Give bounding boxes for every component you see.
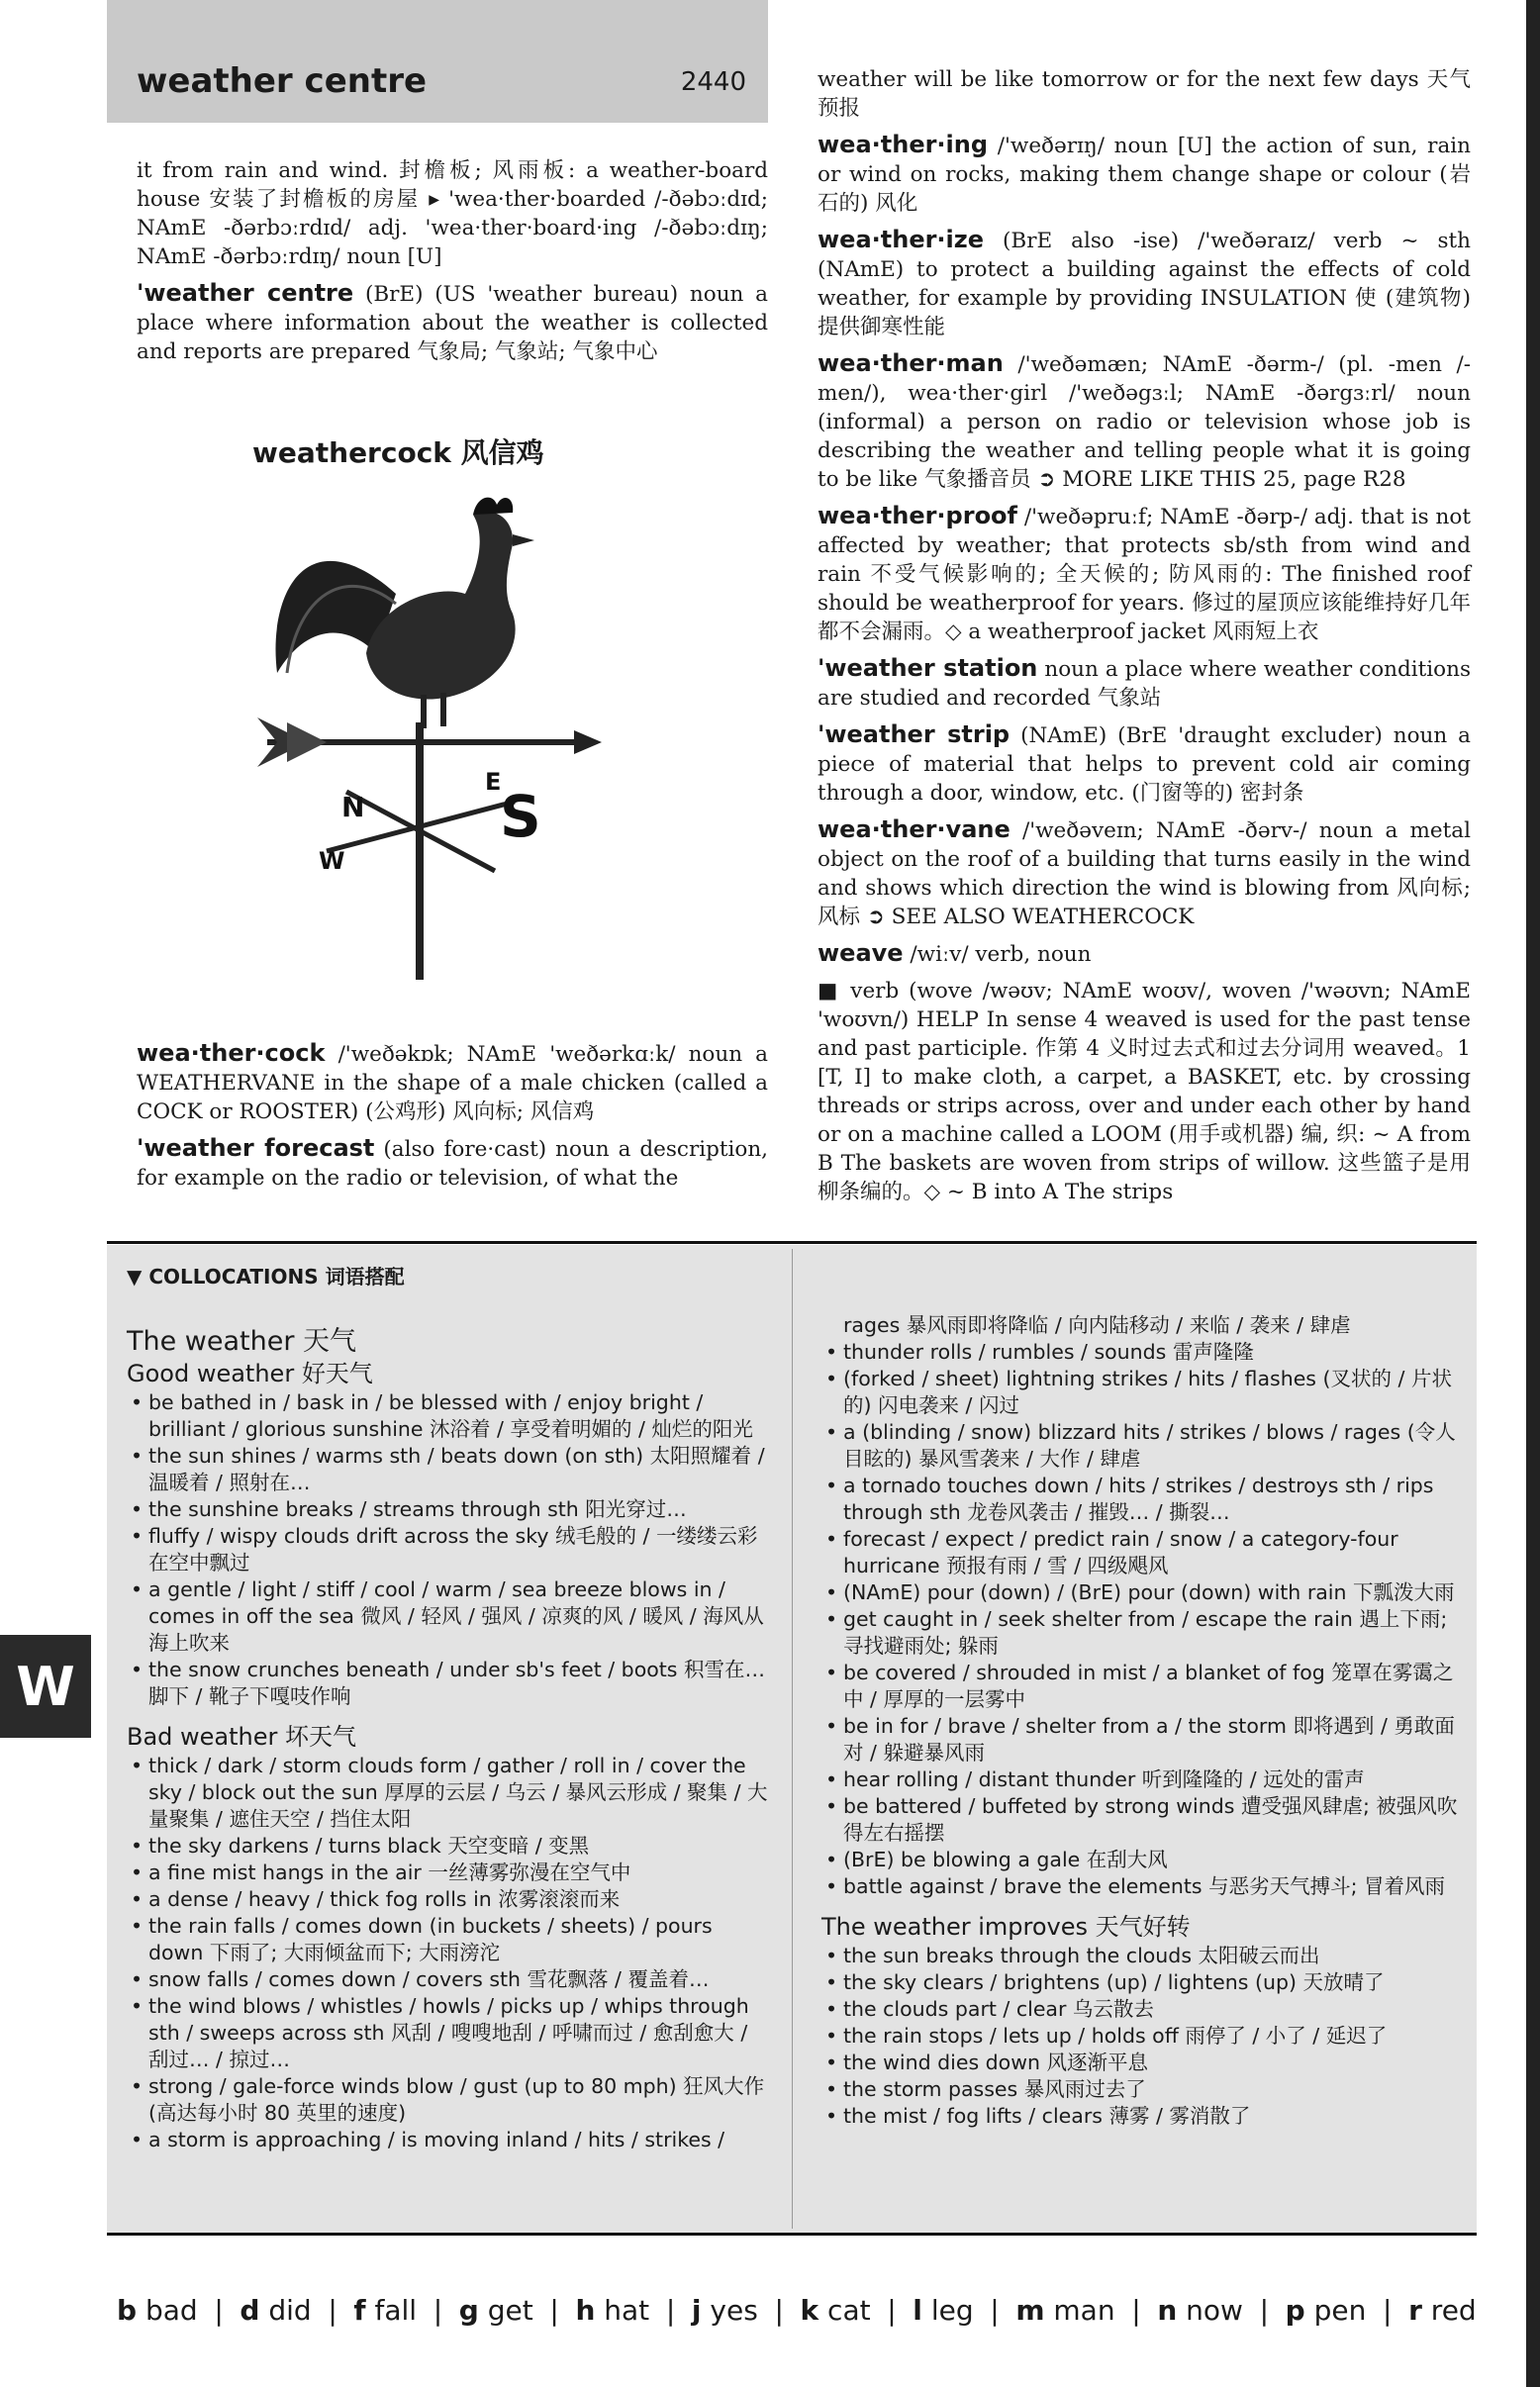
list-item: • (BrE) be blowing a gale 在刮大风 xyxy=(821,1847,1465,1873)
weathercock-illustration xyxy=(247,475,604,980)
svg-text:E: E xyxy=(485,768,502,796)
list-item: • hear rolling / distant thunder 听到隆隆的 / 远处的雷声 xyxy=(821,1766,1465,1793)
headword: wea·ther·man xyxy=(818,349,1004,377)
key-item: d did xyxy=(240,2294,312,2327)
key-item: k cat xyxy=(800,2294,871,2327)
key-item: f fall xyxy=(353,2294,418,2327)
definition: (BrE also -ise) /'weðəraɪz/ verb ~ sth (NAmE) to protect a building against the effects of cold weather, for example by providing INSULATION 使 (建筑物) 提供御寒性能 xyxy=(818,229,1472,339)
list-item: • a fine mist hangs in the air 一丝薄雾弥漫在空气中 xyxy=(127,1860,768,1886)
list-item: • the sunshine breaks / streams through sth 阳光穿过… xyxy=(127,1496,768,1523)
entry-weatherproof xyxy=(818,502,1471,646)
list-item: • (NAmE) pour (down) / (BrE) pour (down) with rain 下瓢泼大雨 xyxy=(821,1579,1465,1606)
entry-forecast-cont: weather will be like tomorrow or for the next few days 天气预报 xyxy=(818,67,1471,121)
list-item: • be battered / buffeted by strong winds 遭受强风肆虐; 被强风吹得左右摇摆 xyxy=(821,1793,1465,1847)
entry-weather-strip xyxy=(818,720,1471,808)
list-item: • the rain stops / lets up / holds off 雨停了 / 小了 / 延迟了 xyxy=(821,2023,1465,2050)
headword: 'weather centre xyxy=(137,279,354,307)
pronunciation-key: b bad | d did | f fall | g get | h hat | j yes | k cat | l leg | m man | n now | p pen | r red xyxy=(117,2294,1477,2327)
entry-weather-forecast xyxy=(137,1134,768,1193)
entry-weatherize xyxy=(818,226,1471,341)
headword: 'weather forecast xyxy=(137,1134,375,1162)
definition: /wiːv/ verb, noun xyxy=(910,942,1092,967)
headword: wea·ther·vane xyxy=(818,815,1011,843)
list-item: • thick / dark / storm clouds form / gather / roll in / cover the sky / block out the sun 厚厚的云层 / 乌云 / 暴风云形成 / 聚集 / 大量聚集 / 遮住天空 / 挡住太阳 xyxy=(127,1753,768,1833)
list-item-continued: rages 暴风雨即将降临 / 向内陆移动 / 来临 / 袭来 / 肆虐 xyxy=(843,1313,1351,1337)
page-number: 2440 xyxy=(680,67,746,97)
list-item: • a dense / heavy / thick fog rolls in 浓雾滚滚而来 xyxy=(127,1886,768,1913)
list-item: • the rain falls / comes down (in buckets / sheets) / pours down 下雨了; 大雨倾盆而下; 大雨滂沱 xyxy=(127,1913,768,1966)
list-item: • the sky darkens / turns black 天空变暗 / 变黑 xyxy=(127,1833,768,1860)
definition: /'weðəmæn; NAmE -ðərm-/ (pl. -men /-men/), wea·ther·girl /'weðəgɜːl; NAmE -ðərgɜːrl/ noun (informal) a person on radio or television whose job is describing the weather and telling people what it is going to be like 气象播音员 ➲ MORE LIKE THIS 25, page R28 xyxy=(818,352,1471,492)
list-item: • the sun shines / warms sth / beats down (on sth) 太阳照耀着 / 温暖着 / 照射在… xyxy=(127,1443,768,1496)
bad-weather-list xyxy=(127,1753,768,2153)
entry-weatherman xyxy=(818,349,1471,494)
headword: 'weather station xyxy=(818,654,1038,682)
collocations-bottom-rule xyxy=(107,2233,1477,2236)
list-item: • a storm is approaching / is moving inland / hits / strikes / xyxy=(127,2127,768,2153)
collocations-right xyxy=(821,1312,1465,2130)
list-item: • forecast / expect / predict rain / snow / a category-four hurricane 预报有雨 / 雪 / 四级飓风 xyxy=(821,1526,1465,1579)
headword: 'weather strip xyxy=(818,720,1011,748)
list-item: • the snow crunches beneath / under sb's feet / boots 积雪在…脚下 / 靴子下嘎吱作响 xyxy=(127,1657,768,1710)
collocations-title: The weather 天气 xyxy=(127,1326,357,1357)
definition: (BrE) (US 'weather bureau) noun a place where information about the weather is collected and reports are prepared 气象局; 气象站; 气象中心 xyxy=(137,282,768,364)
list-item: • be covered / shrouded in mist / a blanket of fog 笼罩在雾霭之中 / 厚厚的一层雾中 xyxy=(821,1660,1465,1713)
headword: wea·ther·proof xyxy=(818,502,1017,529)
svg-text:W: W xyxy=(319,847,345,875)
definition: noun a place where weather conditions are studied and recorded 气象站 xyxy=(818,657,1471,711)
key-item: r red xyxy=(1408,2294,1477,2327)
list-item: • snow falls / comes down / covers sth 雪花飘落 / 覆盖着… xyxy=(127,1966,768,1993)
list-item: • be bathed in / bask in / be blessed with / enjoy bright / brilliant / glorious sunshine 沐浴着 / 享受着明媚的 / 灿烂的阳光 xyxy=(127,1389,768,1443)
list-item: • thunder rolls / rumbles / sounds 雷声隆隆 xyxy=(821,1339,1465,1366)
illustration-title: weathercock 风信鸡 xyxy=(252,436,544,469)
list-item: • the wind dies down 风逐渐平息 xyxy=(821,2050,1465,2076)
definition: /'weðəveɪn; NAmE -ðərv-/ noun a metal object on the roof of a building that turns easily in the wind and shows which direction the wind is blowing from 风向标; 风标 ➲ SEE ALSO WEATHERCOCK xyxy=(818,818,1471,929)
list-item: • fluffy / wispy clouds drift across the sky 绒毛般的 / 一缕缕云彩在空中飘过 xyxy=(127,1523,768,1576)
list-item: • get caught in / seek shelter from / escape the rain 遇上下雨; 寻找避雨处; 躲雨 xyxy=(821,1606,1465,1660)
vane-pole xyxy=(416,722,424,980)
entry-weathervane xyxy=(818,815,1471,931)
definition: /'weðəkɒk; NAmE 'weðərkɑːk/ noun a WEATHERVANE in the shape of a male chicken (called a COCK or ROOSTER) (公鸡形) 风向标; 风信鸡 xyxy=(137,1042,768,1124)
page-edge xyxy=(1526,0,1540,2387)
good-weather-heading: Good weather 好天气 xyxy=(127,1360,373,1387)
list-item: • strong / gale-force winds blow / gust (up to 80 mph) 狂风大作 (高达每小时 80 英里的速度) xyxy=(127,2073,768,2127)
entry-weathering xyxy=(818,131,1471,218)
key-item: m man xyxy=(1015,2294,1115,2327)
key-item: j yes xyxy=(691,2294,758,2327)
list-item: • battle against / brave the elements 与恶劣天气搏斗; 冒着风雨 xyxy=(821,1873,1465,1900)
entry-weather-station xyxy=(818,654,1471,713)
list-item: • (forked / sheet) lightning strikes / hits / flashes (叉状的 / 片状的) 闪电袭来 / 闪过 xyxy=(821,1366,1465,1419)
key-item: p pen xyxy=(1285,2294,1367,2327)
key-item: b bad xyxy=(117,2294,198,2327)
entry-weatherboard-cont: it from rain and wind. 封檐板; 风雨板: a weather-board house 安装了封檐板的房屋 ▸ 'wea·ther·boarded /-ðəbɔːdɪd; NAmE -ðərbɔːrdɪd/ adj. 'wea·ther·board·ing /-ðəbɔːdɪŋ; NAmE -ðərbɔːrdɪŋ/ noun [U] xyxy=(137,158,768,269)
header-headword: weather centre xyxy=(137,61,428,101)
entry-weathercock xyxy=(137,1039,768,1126)
running-header xyxy=(107,0,768,123)
good-weather-list xyxy=(127,1389,768,1710)
collocations-divider xyxy=(792,1249,793,2229)
definition: (also fore·cast) noun a description, for example on the radio or television, of what the xyxy=(137,1137,768,1191)
list-item: • a gentle / light / stiff / cool / warm / sea breeze blows in / comes in off the sea 微风 / 轻风 / 强风 / 凉爽的风 / 暖风 / 海风从海上吹来 xyxy=(127,1576,768,1657)
collocations-top-rule xyxy=(107,1241,1477,1244)
key-item: h hat xyxy=(575,2294,650,2327)
headword: wea·ther·ize xyxy=(818,226,985,253)
collocations-label: ▼ COLLOCATIONS 词语搭配 xyxy=(127,1265,405,1289)
right-column xyxy=(818,65,1471,1214)
left-column-lower xyxy=(137,1039,768,1200)
list-item: • the sky clears / brightens (up) / lightens (up) 天放晴了 xyxy=(821,1969,1465,1996)
key-item: l leg xyxy=(913,2294,974,2327)
list-item: • a tornado touches down / hits / strikes / destroys sth / rips through sth 龙卷风袭击 / 摧毁… / 撕裂… xyxy=(821,1473,1465,1526)
list-item: • a (blinding / snow) blizzard hits / strikes / blows / rages (令人目眩的) 暴风雪袭来 / 大作 / 肆虐 xyxy=(821,1419,1465,1473)
svg-text:S: S xyxy=(500,783,541,850)
list-item: • be in for / brave / shelter from a / the storm 即将遇到 / 勇敢面对 / 躲避暴风雨 xyxy=(821,1713,1465,1766)
definition: /'weðəpruːf; NAmE -ðərp-/ adj. that is not affected by weather; that protects sb/sth from wind and rain 不受气候影响的; 全天候的; 防风雨的: The finished roof should be weatherproof for years. 修过的屋顶应该能维持好几年都不会漏雨。◇ a weatherproof jacket 风雨短上衣 xyxy=(818,505,1471,644)
list-item: • the wind blows / whistles / howls / picks up / whips through sth / sweeps across sth 风刮 / 嗖嗖地刮 / 呼啸而过 / 愈刮愈大 / 刮过… / 掠过… xyxy=(127,1993,768,2073)
list-item: • the storm passes 暴风雨过去了 xyxy=(821,2076,1465,2103)
headword: wea·ther·cock xyxy=(137,1039,326,1067)
letter-tab: W xyxy=(0,1635,91,1738)
definition: (NAmE) (BrE 'draught excluder) noun a piece of material that helps to prevent cold air coming through a door, window, etc. (门窗等的) 密封条 xyxy=(818,723,1471,806)
list-item: • the mist / fog lifts / clears 薄雾 / 雾消散了 xyxy=(821,2103,1465,2130)
weather-improves-heading: The weather improves 天气好转 xyxy=(821,1913,1191,1941)
definition: /'weðərɪŋ/ noun [U] the action of sun, rain or wind on rocks, making them change shape or colour (岩石的) 风化 xyxy=(818,134,1471,216)
collocations-left xyxy=(127,1322,768,2153)
arrow-head xyxy=(574,730,602,754)
svg-text:N: N xyxy=(341,791,365,823)
entry-weave-verb: ■ verb (wove /wəʊv; NAmE woʊv/, woven /'wəʊvn; NAmE 'woʊvn/) HELP In sense 4 weaved is used for the past tense and past participle. 作第 4 义时过去式和过去分词用 weaved。1 [T, I] to make cloth, a carpet, a BASKET, etc. by crossing threads or strips across, over and under each other by hand or on a machine called a LOOM (用手或机器) 编, 织: ~ A from B The baskets are woven from strips of willow. 这些篮子是用柳条编的。◇ ~ B into A The strips xyxy=(818,979,1471,1204)
headword: weave xyxy=(818,939,904,967)
weather-improves-list xyxy=(821,1943,1465,2130)
key-item: g get xyxy=(458,2294,533,2327)
list-item: • the clouds part / clear 乌云散去 xyxy=(821,1996,1465,2023)
bad-weather-list-continued xyxy=(821,1339,1465,1900)
headword: wea·ther·ing xyxy=(818,131,989,158)
entry-weather-centre xyxy=(137,279,768,366)
list-item: • the sun breaks through the clouds 太阳破云而出 xyxy=(821,1943,1465,1969)
key-item: n now xyxy=(1157,2294,1243,2327)
entry-weave xyxy=(818,939,1471,969)
bad-weather-heading: Bad weather 坏天气 xyxy=(127,1723,357,1751)
left-column xyxy=(137,156,768,374)
